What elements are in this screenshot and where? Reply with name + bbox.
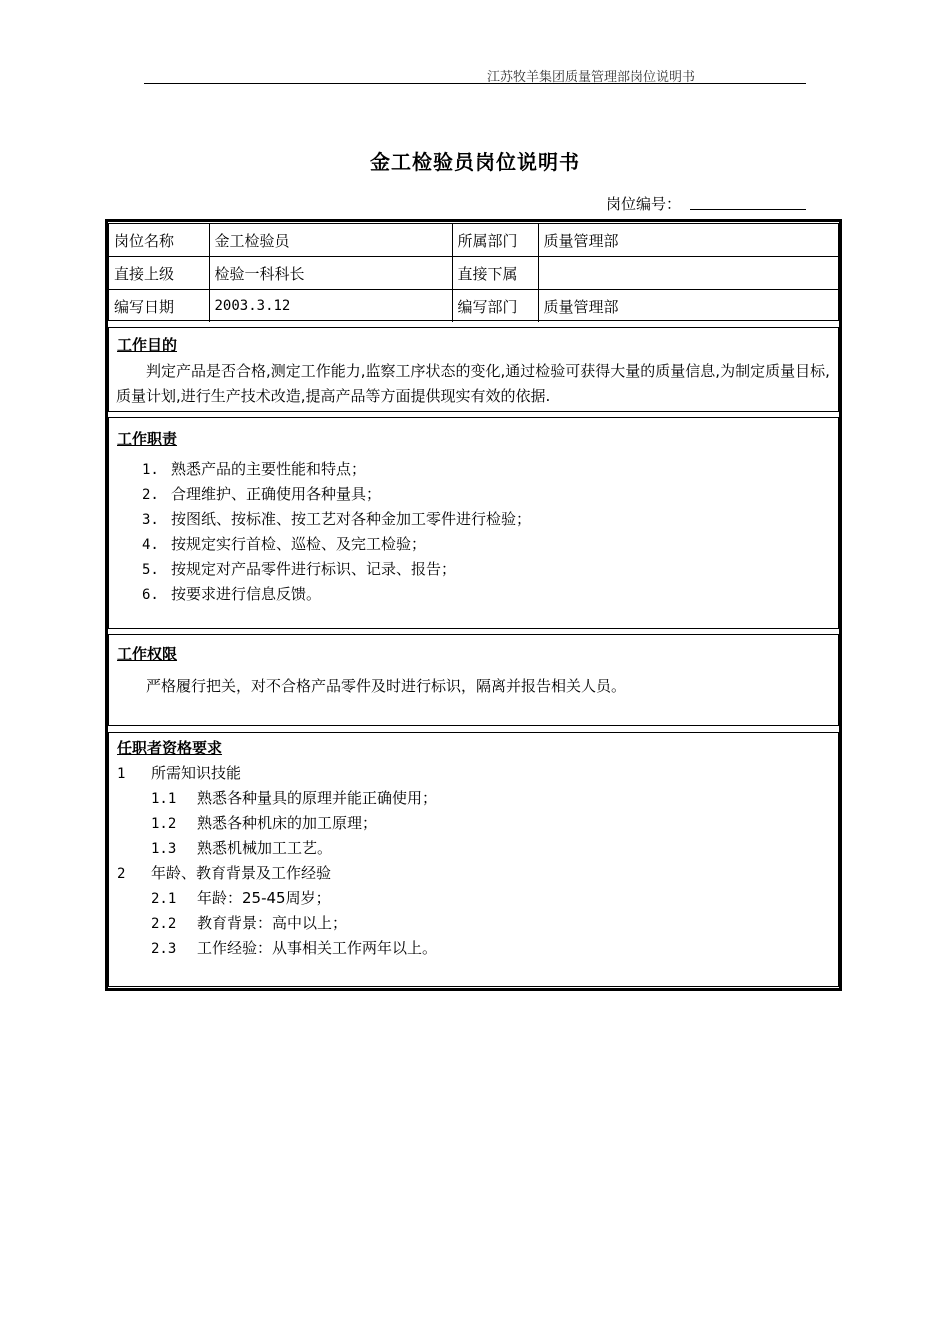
- page-title: 金工检验员岗位说明书: [370, 150, 580, 174]
- table-row: [109, 224, 838, 257]
- post-name-label: 岗位名称: [109, 224, 209, 257]
- duties-section: [108, 417, 839, 629]
- date-label: 编写日期: [109, 290, 209, 323]
- supervisor-value: 检验一科科长: [209, 257, 452, 290]
- list-item: 2.2 教育背景：高中以上；: [151, 914, 348, 932]
- list-item: 2. 合理维护、正确使用各种量具；: [142, 485, 382, 503]
- qualifications-section: [108, 732, 839, 987]
- writing-dept-label: 编写部门: [452, 290, 538, 323]
- purpose-title: 工作目的: [117, 336, 178, 354]
- writing-dept-value: 质量管理部: [538, 290, 838, 323]
- list-item: 1.3 熟悉机械加工工艺。: [151, 839, 333, 857]
- date-value: 2003.3.12: [209, 290, 452, 323]
- purpose-section: [108, 327, 839, 412]
- table-row: [109, 290, 838, 323]
- post-name-value: 金工检验员: [209, 224, 452, 257]
- subordinate-value: [538, 257, 838, 290]
- list-item: 1.1 熟悉各种量具的原理并能正确使用；: [151, 789, 438, 807]
- list-item: 2 年龄、教育背景及工作经验: [117, 864, 332, 882]
- list-item: 2.1 年龄：25-45周岁；: [151, 889, 331, 907]
- authority-text: 严格履行把关，对不合格产品零件及时进行标识，隔离并报告相关人员。: [146, 677, 627, 695]
- subordinate-label: 直接下属: [452, 257, 538, 290]
- duties-title: 工作职责: [117, 430, 178, 448]
- post-number-label: 岗位编号：: [606, 195, 682, 213]
- list-item: 2.3 工作经验：从事相关工作两年以上。: [151, 939, 438, 957]
- department-label: 所属部门: [452, 224, 538, 257]
- post-number-blank: [690, 209, 806, 210]
- authority-title: 工作权限: [117, 645, 178, 663]
- header-divider: [144, 83, 806, 84]
- info-table: [108, 223, 839, 321]
- header-org-title: 江苏牧羊集团质量管理部岗位说明书: [486, 70, 695, 85]
- purpose-text: 判定产品是否合格,测定工作能力,监察工序状态的变化,通过检验可获得大量的质量信息,为制定质量目标,质量计划,进行生产技术改造,提高产品等方面提供现实有效的依据.: [116, 362, 830, 405]
- department-value: 质量管理部: [538, 224, 838, 257]
- authority-section: [108, 634, 839, 726]
- list-item: 1 所需知识技能: [117, 764, 242, 782]
- list-item: 1. 熟悉产品的主要性能和特点；: [142, 460, 367, 478]
- list-item: 6. 按要求进行信息反馈。: [142, 585, 322, 603]
- qualifications-title: 任职者资格要求: [117, 739, 223, 757]
- list-item: 3. 按图纸、按标准、按工艺对各种金加工零件进行检验；: [142, 510, 532, 528]
- supervisor-label: 直接上级: [109, 257, 209, 290]
- list-item: 4. 按规定实行首检、巡检、及完工检验；: [142, 535, 427, 553]
- table-row: [109, 257, 838, 290]
- list-item: 1.2 熟悉各种机床的加工原理；: [151, 814, 378, 832]
- list-item: 5. 按规定对产品零件进行标识、记录、报告；: [142, 560, 457, 578]
